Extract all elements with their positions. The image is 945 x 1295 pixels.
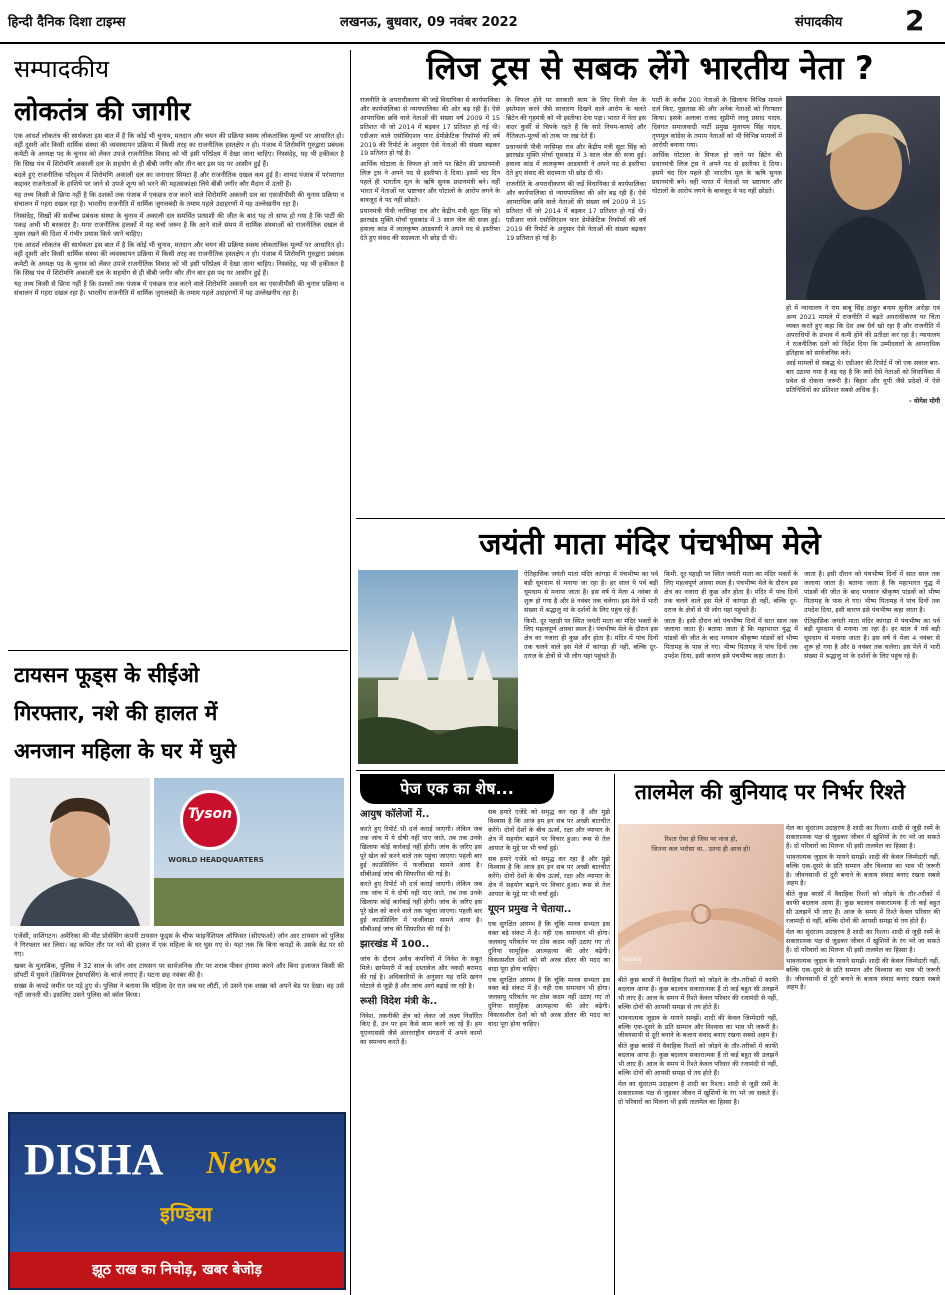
lead-paragraph: प्रधानमंत्री पीवी नरसिम्हा राव और केंद्रीय मंत्री सूटा सिंह को झारखंड मुक्ति मोर्चा घूसकांड में 3 साल जेल की सजा हुई। हवाला कांड में लालकृष्ण आडवाणी ने अपने पद से इस्तीफा देते हुए संसद की सदस्यता भी छोड़ दी थी।	[506, 142, 646, 178]
continuation-section-text: सब हमारे एजेंडे को समृद्ध कर रहा है और मुझे विश्वास है कि आज हम इन सब पर अच्छी बातचीत करेंगे। दोनों देशों के बीच ऊर्जा, रक्षा और व्यापार के क्षेत्र में सहयोग बढ़ाने पर विचार हुआ। रूस से तेल आयात के मुद्दे पर भी चर्चा हुई।	[488, 808, 610, 852]
lead-paragraph: पार्टी के करीब 200 नेताओं के खिलाफ विभिन्न मामले दर्ज किए, पूछताछ की और अनेक नेताओं को गिरफ्तार किया। इसके अलावा राजद सुप्रीमो लालू प्रसाद यादव, दिवंगत समाजवादी पार्टी प्रमुख मुलायम सिंह यादव, तृणमूल कांग्रेस के तमाम नेताओं को भी विभिन्न मामलों में आरोपी बनाया गया।	[652, 96, 782, 149]
continuation-section-title: यूएन प्रमुख ने चेताया..	[488, 904, 572, 916]
continuation-section-title: झारखंड में 100..	[360, 938, 430, 950]
ad-brand: DISHA	[24, 1135, 164, 1184]
relations-paragraph: बीते कुछ बरसों में वैवाहिक रिश्तों को जोड़ने के तौर-तरीकों में काफी बदलाव आया है। कुछ बदलाव सकारात्मक हैं तो कई बहुत सी उलझनें भी लाए हैं। आज के समय में रिश्ते केवल परिवार की रजामंदी से नहीं, बल्कि दोनों की आपसी समझ से तय होते हैं।	[618, 1042, 778, 1078]
relations-photo	[618, 824, 784, 970]
tyson-paragraph: सख्स के कपड़े जमीन पर पड़े हुए थे। पुलिस ने बताया कि महिला देर रात जब घर लौटीं, तो उसने एक शख्स को अपने बेड पर देखा। वह उसे नहीं जानती थी। इसलिए उसने पुलिस को कॉल किया।	[14, 982, 344, 1000]
section-rule	[356, 518, 945, 519]
lead-paragraph: आर्थिक घोटाला के विफल हो जाने पर ब्रिटेन की प्रधानमंत्री लिज ट्रस ने अपने पद से इस्तीफा दे दिया। इसमें चंद दिन पहले ही भारतीय मूल के ऋषि सुनक प्रधानमंत्री बने। वहीं भारत में नेताओं पर भ्रष्टाचार और घोटालों के आरोप लगने के बावजूद वे पद नहीं छोड़ते।	[652, 151, 782, 196]
temple-paragraph: किमी. दूर पहाड़ी पर स्थित जयंती माता का मंदिर भक्तों के लिए महत्वपूर्ण आस्था स्थल है। पंचभीष्म मेले के दौरान इस क्षेत्र का नजारा ही कुछ और होता है। मंदिर में पांच दिनों तक चलने वाले इस मेले में कांगड़ा ही नहीं, बल्कि दूर-दराज के क्षेत्रों से भी लोग यहां पहुंचते हैं।	[524, 616, 658, 661]
lead-paragraph: प्रधानमंत्री पीवी नरसिम्हा राव और केंद्रीय मंत्री सूटा सिंह को झारखंड मुक्ति मोर्चा घूसकांड में 3 साल जेल की सजा हुई। हवाला कांड में लालकृष्ण आडवाणी ने अपने पद से इस्तीफा देते हुए संसद की सदस्यता भी छोड़ दी थी।	[360, 206, 500, 242]
relations-paragraph: मेल का सुंदरतम उदाहरण है शादी का रिश्ता। शादी से जुड़ी रस्में के सकारात्मक पक्ष से जुड़कर जीवन में खुशियों के रंग भरे जा सकते हैं। दो परिवारों का मिलना भी इसी तालमेल का हिस्सा है।	[618, 1079, 778, 1106]
tyson-sign-photo	[154, 778, 344, 926]
tyson-headline-line: अनजान महिला के घर में घुसे	[14, 739, 237, 763]
relations-caption-line: जितना कल भरोसा था.. उतना ही आज हो!	[651, 845, 751, 853]
temple-paragraph: ऐतिहासिक जयंती माता मंदिर कांगड़ा में पंचभीष्म का पर्व बड़ी धूमधाम से मनाया जा रहा है। हर साल ये पर्व बड़ी धूमधाम से मनाया जाता है। इस वर्ष ये मेला 4 नवंबर से शुरू हो गया है और 8 नवंबर तक चलेगा। इस मेले में भारी संख्या में श्रद्धालु मां के दर्शनों के लिए पहुंच रहे हैं।	[804, 616, 940, 661]
editorial-label: सम्पादकीय	[14, 55, 110, 83]
continuation-section-text: जांच के दौरान अवैध कंपनियों में निवेश के सबूत मिले। छापेमारी में कई दस्तावेज और नकदी बरामद की गई है। अधिकारियों के अनुसार यह राशि खनन घोटाले से जुड़ी है और जांच आगे बढ़ाई जा रही है।	[360, 954, 482, 990]
temple-column	[804, 570, 940, 764]
lead-column	[786, 304, 940, 514]
continuation-section-title: आयुष कॉलेजों में..	[360, 809, 430, 820]
tyson-sign-subtext: WORLD HEADQUARTERS	[168, 856, 264, 864]
paper-name: हिन्दी दैनिक दिशा टाइम्स	[8, 15, 126, 30]
lead-paragraph: के विफल होने पर सरकारी काम के लिए निजी मेल के इस्तेमाल करने जैसे साधारण दिखने वाले आरोप के चलते ब्रिटेन की गृहमंत्री को भी इस्तीफा देना पड़ा। भारत में नेता इस कदर कुर्सी से चिपके रहते हैं कि सारे नियम-कायदे और नैतिकता-मूल्यों को ताक पर रख देते हैं।	[506, 96, 646, 140]
temple-column	[524, 570, 658, 764]
editorial-paragraph: एक आदर्श लोकतंत्र की सार्थकता इस बात में है कि कोई भी चुनाव, मतदान और चयन की प्रक्रिया स्वस्थ लोकतांत्रिक मूल्यों पर आधारित हो। वहीं दूसरी ओर किसी धार्मिक संस्था की व्यवस्थापन प्रक्रिया में किसी तरह का राजनीतिक हस्तक्षेप न हो। पंजाब में शिरोमणि गुरुद्वारा प्रबंधक कमेटी के अध्यक्ष पद के चुनाव को लेकर उपजे राजनीतिक विवाद को भी इसी परिप्रेक्ष्य में देखा जाना चाहिए। निस्संदेह, यह भी हकीकत है कि सिख पंथ में शिरोमणि अकाली दल के सहयोग से ही बीबी जगीर कौर तीन बार इस पद पर आसीन हुई हैं।	[14, 241, 344, 277]
editorial-title: लोकतंत्र की जागीर	[14, 97, 191, 127]
lead-paragraph: आई मामलों से संबद्ध थे। एडीआर की रिपोर्ट में जो एक सवाल बार-बार उठाया गया है वह यह है कि क्यों ऐसे नेताओं को विधायिका में प्रवेश से रोकना जरूरी है। बिहार और यूपी जैसे प्रदेशों में ऐसे प्रतिनिधियों का प्रतिशत सबसे अधिक है।	[786, 359, 940, 395]
column-divider	[614, 774, 615, 1295]
section-rule	[356, 770, 945, 771]
tyson-ceo-photo	[10, 778, 150, 926]
relations-paragraph: भावनात्मक जुड़ाव के मायने समझें। शादी की केवल जिम्मेदारी नहीं, बल्कि एक-दूसरे के प्रति सम्मान और विश्वास का भाव भी जरूरी है। जीवनसाथी से दूरी बनाने के बजाय संवाद बनाए रखना सबसे अहम है।	[786, 852, 940, 888]
ad-brand-sub: इण्डिया	[160, 1202, 212, 1226]
tyson-headline-line: टायसन फूड्स के सीईओ	[14, 663, 200, 687]
relations-paragraph: बीते कुछ बरसों में वैवाहिक रिश्तों को जोड़ने के तौर-तरीकों में काफी बदलाव आया है। कुछ बदलाव सकारात्मक हैं तो कई बहुत सी उलझनें भी लाए हैं। आज के समय में रिश्ते केवल परिवार की रजामंदी से नहीं, बल्कि दोनों की आपसी समझ से तय होते हैं।	[786, 890, 940, 926]
relations-paragraph: भावनात्मक जुड़ाव के मायने समझें। शादी की केवल जिम्मेदारी नहीं, बल्कि एक-दूसरे के प्रति सम्मान और विश्वास का भाव भी जरूरी है। जीवनसाथी से दूरी बनाने के बजाय संवाद बनाए रखना सबसे अहम है।	[618, 1013, 778, 1040]
disha-news-ad[interactable]	[8, 1112, 346, 1290]
lead-paragraph: हो में न्यायालय ने राम बाबू सिंह ठाकुर बनाम सुनील अरोड़ा एवं अन्य 2021 मामले में राजनीति में बढ़ते अपराधीकरण पर चिंता व्यक्त करते हुए कहा कि देश अब धैर्य खो रहा है और राजनीति में अपराधियों के प्रभाव में कमी होने की प्रतीक्षा कर रहा है। न्यायालय ने राजनीतिक दलों को निर्देश दिया कि उम्मीदवारों के आपराधिक इतिहास को सार्वजनिक करें।	[786, 304, 940, 357]
tyson-paragraph: खबर के मुताबिक, पुलिस ने 32 साल के जॉन आर टायसन पर सार्वजनिक तौर पर शराब पीकर हंगामा करने और बिना इजाजत किसी की प्रॉपर्टी में घुसने (क्रिमिनल ट्रेसपासिंग) के चार्ज लगाए हैं। घटना छह नवंबर की है।	[14, 961, 344, 979]
lead-paragraph: राजनीति के अपराधीकरण की जड़ें विधायिका से कार्यपालिका और कार्यपालिका से न्यायपालिका की ओर बढ़ रही हैं। ऐसे आपराधिक छवि वाले नेताओं की संख्या वर्ष 2009 में 15 प्रतिशत थी जो 2014 में बढ़कर 17 प्रतिशत हो गई थी। एडीआर वाले एसोसिएशन फार डेमोक्रेटिक रिफॉर्म्स की वर्ष 2019 की रिपोर्ट के अनुसार ऐसे नेताओं की संख्या बढ़कर 19 प्रतिशत हो गई है।	[506, 180, 646, 242]
temple-column	[664, 570, 798, 764]
lead-column	[360, 96, 500, 514]
date-line: लखनऊ, बुधवार, 09 नवंबर 2022	[340, 15, 518, 30]
editorial-body	[14, 132, 344, 644]
lead-paragraph: राजनीति के अपराधीकरण की जड़ें विधायिका से कार्यपालिका और कार्यपालिका से न्यायपालिका की ओर बढ़ रही हैं। ऐसे आपराधिक छवि वाले नेताओं की संख्या वर्ष 2009 में 15 प्रतिशत थी जो 2014 में बढ़कर 17 प्रतिशत हो गई थी। एडीआर वाले एसोसिएशन फार डेमोक्रेटिक रिफॉर्म्स की वर्ष 2019 की रिपोर्ट के अनुसार ऐसे नेताओं की संख्या बढ़कर 19 प्रतिशत हो गई है।	[360, 96, 500, 158]
tyson-headline-line: गिरफ्तार, नशे की हालत में	[14, 701, 218, 725]
editorial-paragraph: एक आदर्श लोकतंत्र की सार्थकता इस बात में है कि कोई भी चुनाव, मतदान और चयन की प्रक्रिया स्वस्थ लोकतांत्रिक मूल्यों पर आधारित हो। वहीं दूसरी ओर किसी धार्मिक संस्था की व्यवस्थापन प्रक्रिया में किसी तरह का राजनीतिक हस्तक्षेप न हो। पंजाब में शिरोमणि गुरुद्वारा प्रबंधक कमेटी के अध्यक्ष पद के चुनाव को लेकर उपजे राजनीतिक विवाद को भी इसी परिप्रेक्ष्य में देखा जाना चाहिए। निस्संदेह, यह भी हकीकत है कि सिख पंथ में शिरोमणि अकाली दल के सहयोग से ही बीबी जगीर कौर तीन बार इस पद पर आसीन हुई हैं।	[14, 132, 344, 168]
continuation-banner: पेज एक का शेष...	[360, 774, 554, 804]
tyson-paragraph: एजेंसी, वाशिंगटन। अमेरिका की मीट प्रोसेसिंग कंपनी टायसन फूड्स के चीफ फाइनेंशियल ऑफिसर (सीएफओ) जॉन आर टायसन को पुलिस ने गिरफ्तार कर लिया। वह कथित तौर पर नशे की हालत में एक महिला के घर घुस गए थे। यहां तक कि बिना कपड़ों के उसके बेड पर सो गए।	[14, 932, 344, 959]
temple-photo	[358, 570, 518, 764]
continuation-section-text: करते हुए रिपोर्ट भी दर्ज कराई जाएगी। लेकिन जब तक जांच में ये दोषी नहीं पाए जाते, तब तक उनके खिलाफ कोई कार्रवाई नहीं होगी। जांच के जरिए इस पूरे खेल को करने वाले तक पहुंचा जाएगा। पहली बार हुई काउंसिलिंग में फर्जीवाड़ा सामने आया है। सीबीआई जांच की सिफारिश की गई है।	[360, 825, 482, 878]
editorial-paragraph: बदले हुए राजनीतिक परिदृश्य में शिरोमणि अकाली दल का जनाधार सिमटा है और राजनीतिक दखल कम हुई है। शायद पंजाब में परंपरागत कद्दावर राजनेताओं के हाशिये पर जाने से उपजे शून्य को भरने की महत्वाकांक्षा लिये बीबी जगीर कौर मैदान में उतरी हैं।	[14, 170, 344, 189]
continuation-section-text: एक सुरक्षित आरम्भ है कि चूंकि मानव सभ्यता इस वक्त बड़े संकट में है। यही एक समाधान भी होगा। जलवायु परिवर्तन पर ठोस कदम नहीं उठाए गए तो दुनिया सामूहिक आत्महत्या की ओर बढ़ेगी। विकासशील देशों को सौ अरब डॉलर की मदद का वादा पूरा होना चाहिए।	[488, 975, 610, 1029]
liz-truss-photo	[786, 96, 940, 300]
ad-tagline: झूठ राख का निचोड़, खबर बेजोड़	[10, 1252, 344, 1288]
column-divider	[350, 50, 351, 1295]
tyson-body	[14, 932, 344, 1108]
temple-paragraph: जाता है। इसी दौरान को पंचभीष्म दिनों में सात साल तक जलाया जाता है। बताया जाता है कि महाभारत युद्ध में पांडवों की जीत के बाद भगवान श्रीकृष्ण पांडवों को भीष्म पितामह के पास ले गए। भीष्म पितामह ने पांच दिनों तक उपदेश दिया, इसी कारण इसे पंचभीष्म कहा जाता है।	[804, 570, 940, 614]
temple-paragraph: ऐतिहासिक जयंती माता मंदिर कांगड़ा में पंचभीष्म का पर्व बड़ी धूमधाम से मनाया जा रहा है। हर साल ये पर्व बड़ी धूमधाम से मनाया जाता है। इस वर्ष ये मेला 4 नवंबर से शुरू हो गया है और 8 नवंबर तक चलेगा। इस मेले में भारी संख्या में श्रद्धालु मां के दर्शनों के लिए पहुंच रहे हैं।	[524, 570, 658, 614]
section-rule	[8, 650, 348, 651]
lead-column	[652, 96, 782, 514]
lead-column	[506, 96, 646, 514]
relations-column	[618, 976, 778, 1292]
continuation-column	[488, 808, 610, 1292]
lead-paragraph: आर्थिक घोटाला के विफल हो जाने पर ब्रिटेन की प्रधानमंत्री लिज ट्रस ने अपने पद से इस्तीफा दे दिया। इसमें चंद दिन पहले ही भारतीय मूल के ऋषि सुनक प्रधानमंत्री बने। वहीं भारत में नेताओं पर भ्रष्टाचार और घोटालों के आरोप लगने के बावजूद वे पद नहीं छोड़ते।	[360, 160, 500, 204]
temple-headline: जयंती माता मंदिर पंचभीष्म मेले	[479, 527, 821, 562]
relations-paragraph: बीते कुछ बरसों में वैवाहिक रिश्तों को जोड़ने के तौर-तरीकों में काफी बदलाव आया है। कुछ बदलाव सकारात्मक हैं तो कई बहुत सी उलझनें भी लाए हैं। आज के समय में रिश्ते केवल परिवार की रजामंदी से नहीं, बल्कि दोनों की आपसी समझ से तय होते हैं।	[618, 976, 778, 1011]
continuation-section-title: रूसी विदेश मंत्री के..	[360, 995, 438, 1007]
editorial-paragraph: यह तथ्य किसी से छिपा नहीं है कि दशकों तक पंजाब में एकछत्र राज करने वाले शिरोमणि अकाली दल का एसजीपीसी की चुनाव प्रक्रिया व संचालन में गहरा दखल रहा है। भारतीय राजनीति में धार्मिक जुगलबंदी के तमाम पहले उदाहरणों में यह उल्लेखनीय रहा है।	[14, 280, 344, 298]
continuation-section-text: सब हमारे एजेंडे को समृद्ध कर रहा है और मुझे विश्वास है कि आज हम इन सब पर अच्छी बातचीत करेंगे। दोनों देशों के बीच ऊर्जा, रक्षा और व्यापार के क्षेत्र में सहयोग बढ़ाने पर विचार हुआ। रूस से तेल आयात के मुद्दे पर भी चर्चा हुई।	[488, 854, 610, 899]
relations-paragraph: मेल का सुंदरतम उदाहरण है शादी का रिश्ता। शादी से जुड़ी रस्में के सकारात्मक पक्ष से जुड़कर जीवन में खुशियों के रंग भरे जा सकते हैं। दो परिवारों का मिलना भी इसी तालमेल का हिस्सा है।	[786, 824, 940, 850]
tyson-sign-text: Tyson	[187, 806, 233, 822]
editorial-paragraph: यह तथ्य किसी से छिपा नहीं है कि दशकों तक पंजाब में एकछत्र राज करने वाले शिरोमणि अकाली दल का एसजीपीसी की चुनाव प्रक्रिया व संचालन में गहरा दखल रहा है। भारतीय राजनीति में धार्मिक जुगलबंदी के तमाम पहले उदाहरणों में यह उल्लेखनीय रहा है।	[14, 191, 344, 209]
temple-paragraph: जाता है। इसी दौरान को पंचभीष्म दिनों में सात साल तक जलाया जाता है। बताया जाता है कि महाभारत युद्ध में पांडवों की जीत के बाद भगवान श्रीकृष्ण पांडवों को भीष्म पितामह के पास ले गए। भीष्म पितामह ने पांच दिनों तक उपदेश दिया, इसी कारण इसे पंचभीष्म कहा जाता है।	[664, 616, 798, 661]
continuation-section-text: करते हुए रिपोर्ट भी दर्ज कराई जाएगी। लेकिन जब तक जांच में ये दोषी नहीं पाए जाते, तब तक उनके खिलाफ कोई कार्रवाई नहीं होगी। जांच के जरिए इस पूरे खेल को करने वाले तक पहुंचा जाएगा। पहली बार हुई काउंसिलिंग में फर्जीवाड़ा सामने आया है। सीबीआई जांच की सिफारिश की गई है।	[360, 880, 482, 933]
editorial-paragraph: निस्संदेह, सिखों की सर्वोच्च प्रबंधक संस्था के चुनाव में अकाली दल समर्थित प्रत्याशी की जीत के बाद यह तो साफ हो गया है कि पार्टी की पकड़ अभी भी बरकरार है। मगर राजनीतिक हलकों में यह चर्चा जरूर है कि आने वाले समय में धार्मिक संस्थाओं को राजनीतिक दखल से मुक्त रखने की दिशा में गंभीर प्रयास किये जाने चाहिए।	[14, 211, 344, 239]
continuation-column	[360, 808, 482, 1292]
ad-brand-news: News	[206, 1144, 278, 1180]
relations-photo-credit: mizaaj	[622, 956, 642, 963]
relations-paragraph: मेल का सुंदरतम उदाहरण है शादी का रिश्ता। शादी से जुड़ी रस्में के सकारात्मक पक्ष से जुड़कर जीवन में खुशियों के रंग भरे जा सकते हैं। दो परिवारों का मिलना भी इसी तालमेल का हिस्सा है।	[786, 927, 940, 954]
continuation-section-text: एक सुरक्षित आरम्भ है कि चूंकि मानव सभ्यता इस वक्त बड़े संकट में है। यही एक समाधान भी होगा। जलवायु परिवर्तन पर ठोस कदम नहीं उठाए गए तो दुनिया सामूहिक आत्महत्या की ओर बढ़ेगी। विकासशील देशों को सौ अरब डॉलर की मदद का वादा पूरा होना चाहिए।	[488, 920, 610, 973]
page-number: 2	[905, 4, 925, 37]
masthead	[0, 0, 945, 44]
section-name: संपादकीय	[795, 15, 843, 30]
relations-column	[786, 824, 940, 1292]
continuation-section-text: निवेश, तकनीकी क्षेत्र को लेकर जो लक्ष्य निर्धारित किए हैं, उन पर हम कैसे काम करने जा रहे हैं। हम यूएनएससी जैसे अंतरराष्ट्रीय संगठनों में अपने कामों का समन्वय करते हैं।	[360, 1011, 482, 1047]
temple-paragraph: किमी. दूर पहाड़ी पर स्थित जयंती माता का मंदिर भक्तों के लिए महत्वपूर्ण आस्था स्थल है। पंचभीष्म मेले के दौरान इस क्षेत्र का नजारा ही कुछ और होता है। मंदिर में पांच दिनों तक चलने वाले इस मेले में कांगड़ा ही नहीं, बल्कि दूर-दराज के क्षेत्रों से भी लोग यहां पहुंचते हैं।	[664, 570, 798, 614]
lead-headline: लिज ट्रस से सबक लेंगे भारतीय नेता ?	[426, 49, 874, 87]
relations-paragraph: भावनात्मक जुड़ाव के मायने समझें। शादी की केवल जिम्मेदारी नहीं, बल्कि एक-दूसरे के प्रति सम्मान और विश्वास का भाव भी जरूरी है। जीवनसाथी से दूरी बनाने के बजाय संवाद बनाए रखना सबसे अहम है।	[786, 956, 940, 992]
tyson-headline	[14, 656, 344, 774]
lead-byline: - योगेश योगी	[908, 397, 940, 406]
relations-headline: तालमेल की बुनियाद पर निर्भर रिश्ते	[634, 780, 906, 804]
relations-caption-line: रिश्ता ऐसा हो जिस पर नाज हो,	[664, 835, 738, 843]
